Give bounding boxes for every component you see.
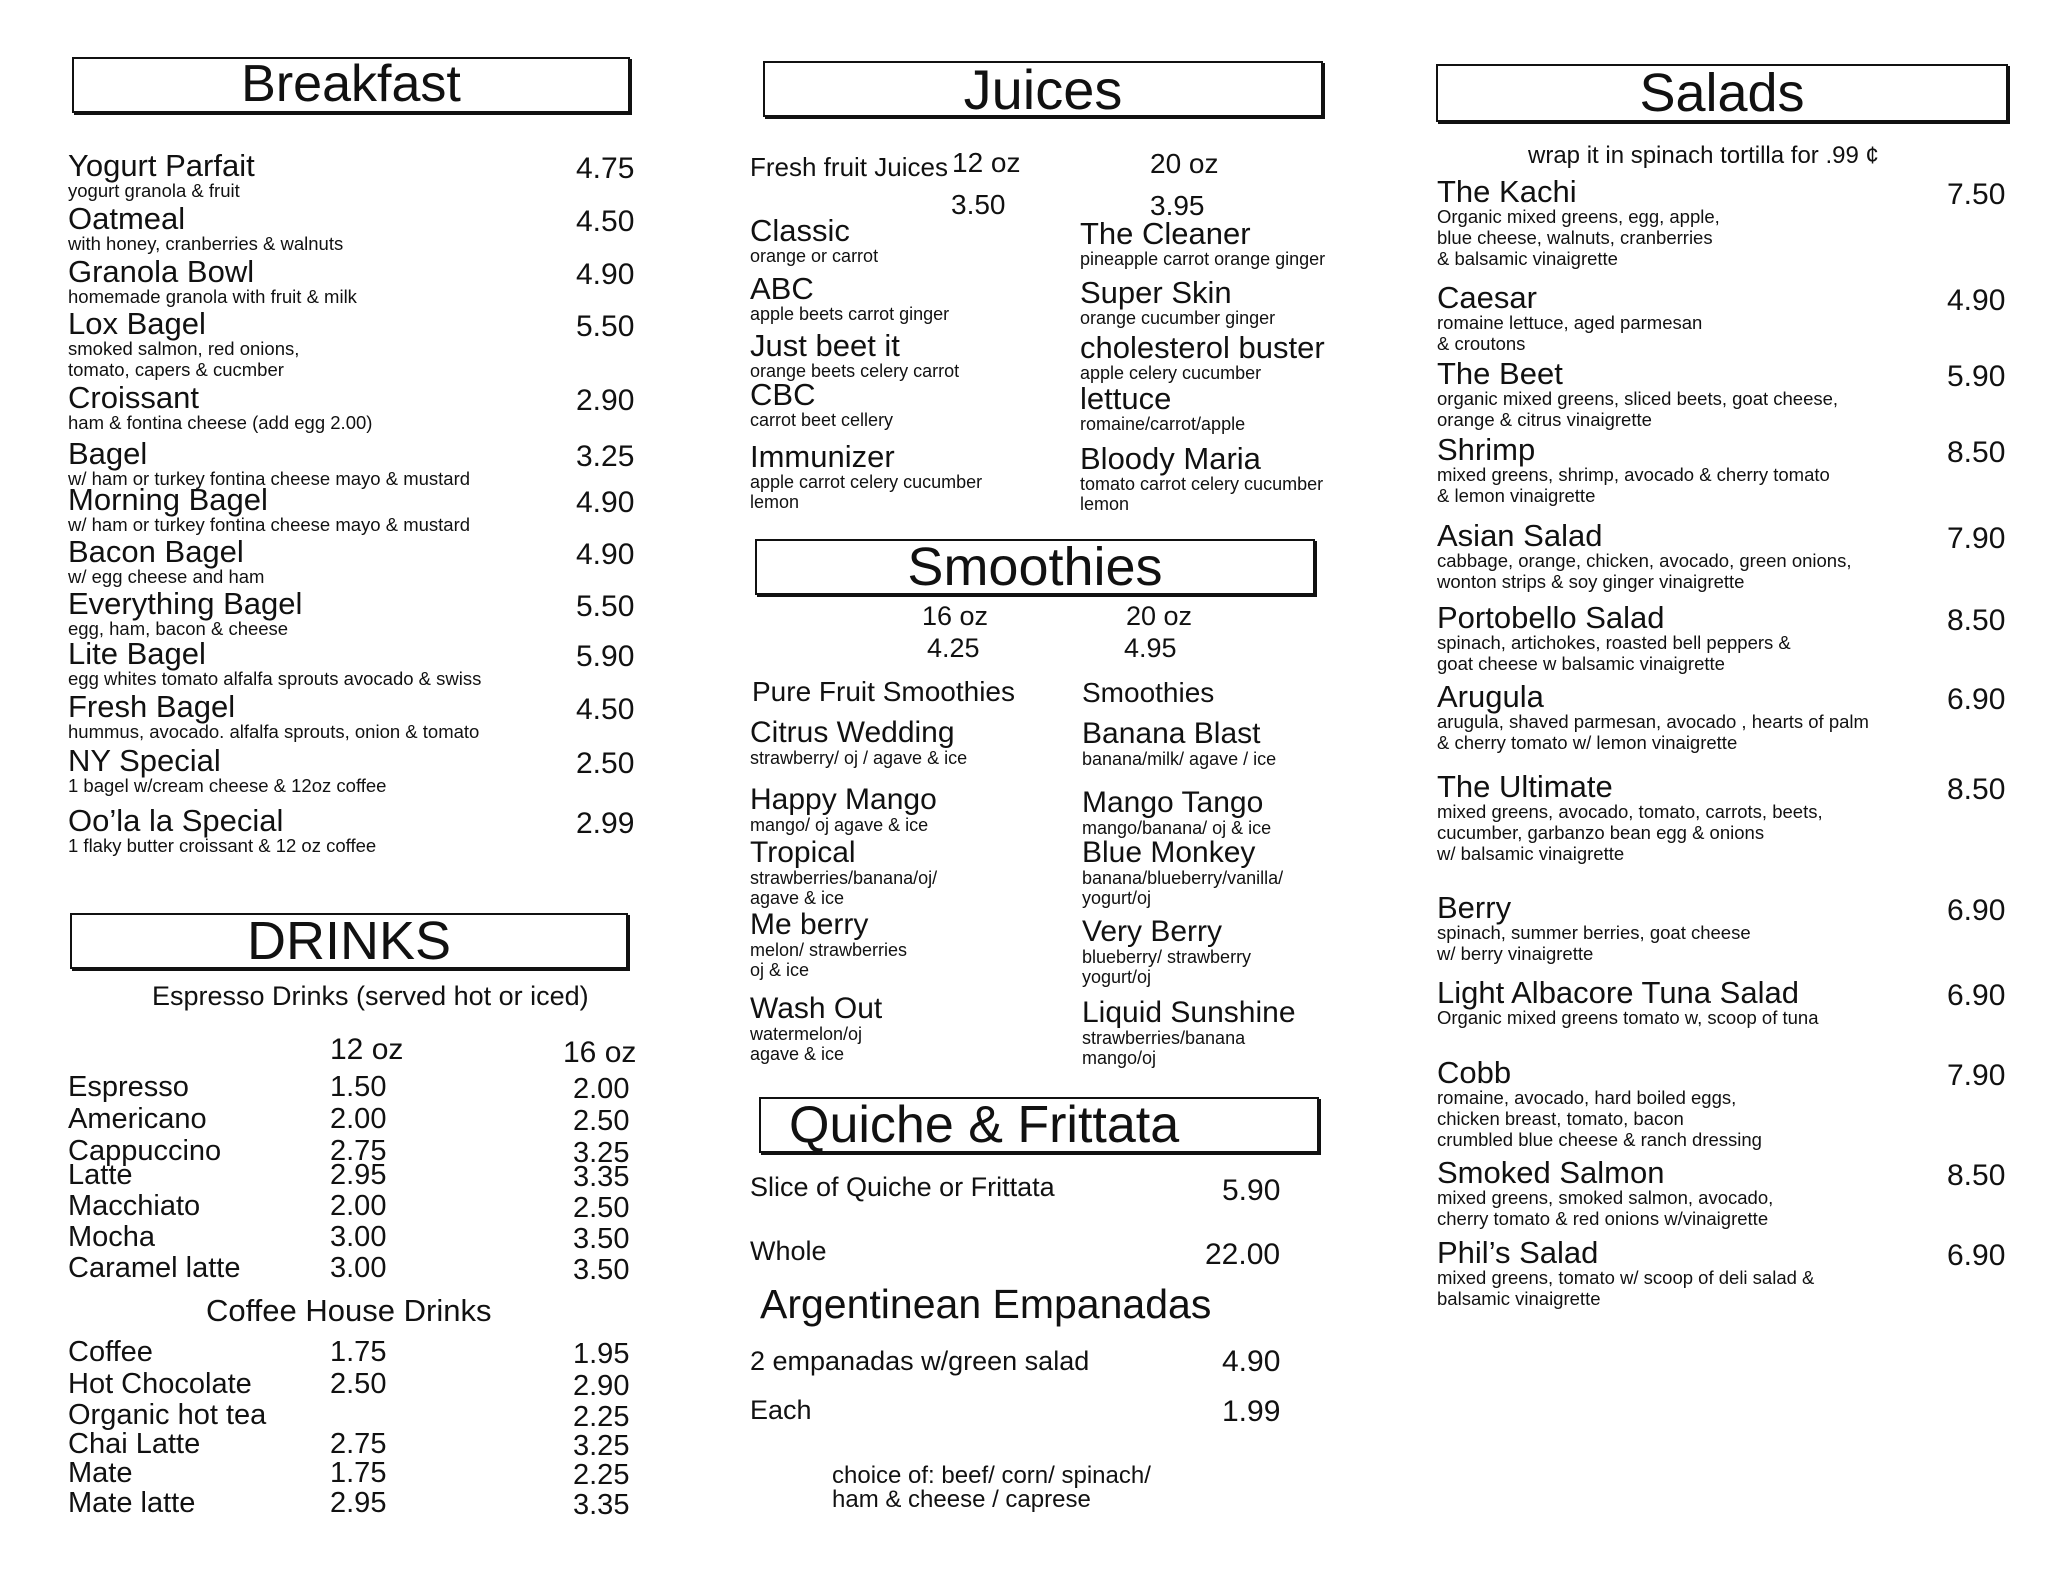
salad-item-desc: organic mixed greens, sliced beets, goat cheese, [1437, 388, 1839, 409]
salad-item [1437, 771, 1823, 865]
salad-item-desc: mixed greens, shrimp, avocado & cherry tomato [1437, 464, 1830, 485]
coffee-name: Hot Chocolate [68, 1368, 252, 1400]
salad-item-desc: & lemon vinaigrette [1437, 484, 1596, 506]
breakfast-item-price: 2.50 [576, 747, 635, 780]
juice-item-name: Bloody Maria [1080, 441, 1261, 476]
juice-item [1080, 218, 1325, 269]
salad-item-price: 7.50 [1947, 178, 2006, 211]
smoothies-price-small: 4.25 [927, 633, 980, 663]
juice-item-desc: lemon [1080, 494, 1130, 515]
salad-item-price: 6.90 [1947, 894, 2006, 927]
empanada-item-name: 2 empanadas w/green salad [750, 1346, 1090, 1376]
salad-item-name: The Ultimate [1437, 769, 1613, 804]
salad-item-name: Cobb [1437, 1055, 1512, 1090]
smoothie-item [1082, 788, 1271, 838]
salad-item-name: Caesar [1437, 280, 1537, 315]
coffee-price-16oz: 3.25 [573, 1430, 630, 1462]
coffee-heading: Coffee House Drinks [206, 1293, 492, 1328]
salad-item-desc: cucumber, garbanzo bean egg & onions [1437, 821, 1765, 843]
salad-item-desc: chicken breast, tomato, bacon [1437, 1107, 1684, 1129]
breakfast-item-desc: w/ ham or turkey fontina cheese mayo & mustard [68, 468, 471, 489]
smoothie-item-desc: yogurt/oj [1082, 888, 1152, 909]
quiche-item-price: 22.00 [1205, 1238, 1281, 1271]
breakfast-item-price: 4.90 [576, 538, 635, 571]
breakfast-item [68, 256, 357, 308]
salad-item-price: 6.90 [1947, 1239, 2006, 1272]
salad-item [1437, 520, 1852, 593]
salad-item-desc: Organic mixed greens tomato w, scoop of tuna [1437, 1007, 1819, 1028]
salad-item-price: 8.50 [1947, 436, 2006, 469]
salad-item-price: 4.90 [1947, 284, 2006, 317]
empanadas-note-2: ham & cheese / caprese [832, 1486, 1091, 1513]
salad-item-price: 8.50 [1947, 604, 2006, 637]
empanada-item-price: 4.90 [1222, 1345, 1281, 1378]
breakfast-item-desc: yogurt granola & fruit [68, 180, 240, 201]
breakfast-item-name: Fresh Bagel [68, 689, 236, 724]
empanada-item-name: Each [750, 1395, 812, 1425]
juice-item-desc: apple beets carrot ginger [750, 304, 950, 324]
espresso-price-16oz: 3.50 [573, 1254, 630, 1286]
salads-title: Salads [1639, 63, 1805, 123]
juices-price-small: 3.50 [951, 189, 1006, 220]
breakfast-item-desc: smoked salmon, red onions, [68, 338, 300, 359]
espresso-price-12oz: 2.00 [330, 1190, 387, 1222]
espresso-price-16oz: 3.50 [573, 1223, 630, 1255]
drinks-size-small: 12 oz [330, 1033, 404, 1066]
salad-item-desc: romaine lettuce, aged parmesan [1437, 312, 1703, 333]
juice-item-name: The Cleaner [1080, 216, 1251, 251]
smoothie-item [1082, 998, 1296, 1069]
salad-item [1437, 176, 1720, 270]
coffee-price-16oz: 2.90 [573, 1370, 630, 1402]
juice-item-desc: orange or carrot [750, 246, 879, 266]
breakfast-title: Breakfast [241, 55, 461, 113]
salad-item-price: 6.90 [1947, 979, 2006, 1012]
salad-item [1437, 681, 1869, 754]
salad-item-desc: mixed greens, smoked salmon, avocado, [1437, 1187, 1774, 1208]
espresso-price-12oz: 2.00 [330, 1103, 387, 1135]
smoothie-item-name: Banana Blast [1082, 717, 1261, 750]
smoothie-item-name: Mango Tango [1082, 786, 1264, 819]
breakfast-item [68, 536, 264, 588]
smoothie-item-desc: strawberry/ oj / agave & ice [750, 748, 968, 768]
salad-item-name: Arugula [1437, 679, 1544, 714]
juice-item [1080, 332, 1325, 383]
juice-item [750, 215, 878, 266]
breakfast-item [68, 745, 386, 797]
quiche-item-name: Whole [750, 1236, 827, 1266]
salad-item-desc: orange & citrus vinaigrette [1437, 408, 1652, 430]
salad-item-desc: w/ berry vinaigrette [1437, 942, 1594, 964]
breakfast-item [68, 150, 255, 202]
juices-title-box [763, 58, 1323, 121]
juice-item-name: Immunizer [750, 439, 895, 474]
empanadas-note-1: choice of: beef/ corn/ spinach/ [832, 1462, 1151, 1489]
salad-item [1437, 282, 1702, 355]
empanada-item-price: 1.99 [1222, 1395, 1281, 1428]
breakfast-item-price: 2.99 [576, 807, 635, 840]
espresso-heading: Espresso Drinks (served hot or iced) [152, 981, 589, 1011]
breakfast-item [68, 805, 376, 857]
salad-item-desc: wonton strips & soy ginger vinaigrette [1437, 570, 1745, 592]
breakfast-item-desc: 1 flaky butter croissant & 12 oz coffee [68, 835, 377, 856]
salads-note: wrap it in spinach tortilla for .99 ¢ [1528, 142, 1879, 169]
salad-item-desc: & balsamic vinaigrette [1437, 247, 1618, 269]
breakfast-item-name: Bagel [68, 436, 148, 471]
smoothie-item-desc: mango/ oj agave & ice [750, 815, 929, 835]
espresso-name: Americano [68, 1103, 207, 1135]
breakfast-item-price: 5.50 [576, 590, 635, 623]
breakfast-item-name: Bacon Bagel [68, 534, 244, 569]
juice-item-desc: orange cucumber ginger [1080, 308, 1276, 328]
juice-item-name: lettuce [1080, 381, 1172, 416]
salad-item-desc: w/ balsamic vinaigrette [1437, 842, 1625, 864]
smoothie-item-name: Happy Mango [750, 783, 937, 816]
coffee-name: Coffee [68, 1336, 153, 1368]
salad-item-name: The Beet [1437, 356, 1563, 391]
breakfast-item-name: Croissant [68, 380, 199, 415]
smoothie-item-desc: agave & ice [750, 1044, 845, 1065]
breakfast-item-desc: hummus, avocado. alfalfa sprouts, onion & tomato [68, 721, 480, 742]
breakfast-item-name: NY Special [68, 743, 221, 778]
drinks-size-large: 16 oz [563, 1036, 637, 1069]
salad-item-name: Smoked Salmon [1437, 1155, 1665, 1190]
breakfast-item-price: 2.90 [576, 384, 635, 417]
juices-label: Fresh fruit Juices [750, 152, 948, 182]
salad-item-price: 8.50 [1947, 773, 2006, 806]
smoothies-size-small: 16 oz [922, 601, 989, 631]
juice-item [1080, 443, 1323, 515]
smoothie-item-desc: watermelon/oj [750, 1024, 863, 1044]
smoothies-title-box [755, 539, 1315, 595]
espresso-price-16oz: 3.25 [573, 1137, 630, 1169]
breakfast-item-desc: egg, ham, bacon & cheese [68, 618, 289, 639]
smoothies-size-large: 20 oz [1126, 601, 1193, 631]
salad-item-desc: balsamic vinaigrette [1437, 1287, 1601, 1309]
smoothie-item-desc: oj & ice [750, 960, 810, 981]
breakfast-item-desc: tomato, capers & cucmber [68, 358, 284, 380]
salad-item-desc: blue cheese, walnuts, cranberries [1437, 226, 1713, 248]
coffee-price-16oz: 1.95 [573, 1338, 630, 1370]
juice-item-name: ABC [750, 271, 814, 306]
breakfast-item-name: Granola Bowl [68, 254, 255, 289]
coffee-price-12oz: 1.75 [330, 1336, 387, 1368]
coffee-price-12oz: 2.75 [330, 1428, 387, 1460]
pure-fruit-heading: Pure Fruit Smoothies [752, 676, 1015, 707]
smoothie-item [750, 785, 937, 835]
espresso-price-12oz: 1.50 [330, 1071, 387, 1103]
juice-item [750, 273, 949, 324]
smoothie-item-desc: yogurt/oj [1082, 967, 1152, 988]
smoothie-item-name: Wash Out [750, 992, 883, 1025]
breakfast-item-name: Morning Bagel [68, 482, 268, 517]
breakfast-item [68, 484, 470, 536]
smoothie-item-name: Citrus Wedding [750, 716, 955, 749]
juices-size-small: 12 oz [952, 147, 1021, 178]
salad-item-desc: goat cheese w balsamic vinaigrette [1437, 652, 1725, 674]
breakfast-item [68, 308, 299, 381]
quiche-item-name: Slice of Quiche or Frittata [750, 1172, 1055, 1202]
espresso-name: Latte [68, 1159, 133, 1191]
smoothie-item-desc: banana/milk/ agave / ice [1082, 749, 1277, 769]
coffee-price-16oz: 2.25 [573, 1401, 630, 1433]
salad-item-desc: mixed greens, tomato w/ scoop of deli salad & [1437, 1267, 1815, 1288]
breakfast-item-desc: homemade granola with fruit & milk [68, 286, 357, 307]
drinks-title: DRINKS [246, 911, 452, 971]
espresso-price-16oz: 2.50 [573, 1105, 630, 1137]
breakfast-item-price: 4.50 [576, 205, 635, 238]
salad-item-desc: spinach, artichokes, roasted bell peppers & [1437, 632, 1791, 653]
quiche-title-box [759, 1097, 1319, 1153]
smoothie-item-desc: agave & ice [750, 888, 845, 909]
smoothie-item-name: Me berry [750, 908, 869, 941]
salad-item [1437, 977, 1819, 1029]
smoothie-item [750, 910, 907, 981]
juices-title: Juices [963, 58, 1123, 121]
salad-item-desc: cabbage, orange, chicken, avocado, green onions, [1437, 550, 1852, 571]
coffee-price-16oz: 2.25 [573, 1459, 630, 1491]
salad-item-desc: & cherry tomato w/ lemon vinaigrette [1437, 731, 1738, 753]
salad-item [1437, 358, 1838, 431]
salad-item [1437, 1237, 1814, 1310]
quiche-title: Quiche & Frittata [789, 1096, 1180, 1154]
breakfast-item [68, 203, 343, 255]
juices-size-large: 20 oz [1150, 148, 1219, 179]
breakfast-item-price: 5.90 [576, 640, 635, 673]
salad-item-price: 7.90 [1947, 522, 2006, 555]
salad-item-name: Phil’s Salad [1437, 1235, 1599, 1270]
juice-item-desc: tomato carrot celery cucumber [1080, 474, 1324, 494]
breakfast-item-desc: ham & fontina cheese (add egg 2.00) [68, 412, 373, 433]
juice-item-desc: apple carrot celery cucumber [750, 472, 983, 492]
salad-item-name: The Kachi [1437, 174, 1577, 209]
smoothie-item-desc: blueberry/ strawberry [1082, 947, 1252, 967]
juice-item-name: CBC [750, 377, 816, 412]
salad-item-price: 8.50 [1947, 1159, 2006, 1192]
breakfast-item-name: Yogurt Parfait [68, 148, 255, 183]
breakfast-item-price: 3.25 [576, 440, 635, 473]
smoothie-item-desc: strawberries/banana [1082, 1028, 1246, 1048]
salad-item-desc: arugula, shaved parmesan, avocado , hearts of palm [1437, 711, 1869, 732]
breakfast-item-name: Everything Bagel [68, 586, 303, 621]
coffee-name: Mate [68, 1457, 133, 1489]
juice-item-name: Just beet it [750, 328, 900, 363]
salad-item [1437, 602, 1791, 675]
juice-item-name: cholesterol buster [1080, 330, 1325, 365]
salad-item-desc: mixed greens, avocado, tomato, carrots, beets, [1437, 801, 1823, 822]
breakfast-title-box [72, 57, 630, 113]
breakfast-item-name: Lox Bagel [68, 306, 206, 341]
juice-item [750, 441, 982, 513]
salad-item-name: Light Albacore Tuna Salad [1437, 975, 1799, 1010]
smoothies-title: Smoothies [907, 537, 1163, 597]
drinks-title-box [70, 913, 628, 969]
espresso-price-12oz: 2.95 [330, 1159, 387, 1191]
juice-item-desc: carrot beet cellery [750, 410, 894, 430]
breakfast-item-desc: w/ ham or turkey fontina cheese mayo & mustard [68, 514, 471, 535]
smoothie-item-name: Tropical [750, 836, 856, 869]
salad-item-price: 7.90 [1947, 1059, 2006, 1092]
breakfast-item-name: Oo’la la Special [68, 803, 284, 838]
breakfast-item [68, 691, 479, 743]
breakfast-item-desc: w/ egg cheese and ham [68, 566, 265, 587]
smoothie-item [750, 994, 882, 1065]
juice-item [750, 330, 959, 381]
salad-item [1437, 1157, 1773, 1230]
salad-item [1437, 1057, 1762, 1151]
smoothie-item-name: Very Berry [1082, 915, 1223, 948]
breakfast-item-desc: egg whites tomato alfalfa sprouts avocado & swiss [68, 668, 482, 689]
coffee-price-12oz: 2.95 [330, 1487, 387, 1519]
coffee-name: Mate latte [68, 1487, 196, 1519]
juice-item [1080, 383, 1245, 434]
juice-item-desc: pineapple carrot orange ginger [1080, 249, 1326, 269]
salad-item-name: Portobello Salad [1437, 600, 1665, 635]
espresso-name: Mocha [68, 1221, 156, 1253]
smoothie-item [750, 718, 967, 768]
coffee-price-12oz: 2.50 [330, 1368, 387, 1400]
juice-item-desc: apple celery cucumber [1080, 363, 1262, 383]
salad-item-name: Shrimp [1437, 432, 1536, 467]
smoothie-item-desc: melon/ strawberries [750, 940, 908, 960]
salad-item-name: Berry [1437, 890, 1512, 925]
salad-item-desc: spinach, summer berries, goat cheese [1437, 922, 1751, 943]
smoothie-item-name: Liquid Sunshine [1082, 996, 1296, 1029]
espresso-price-16oz: 2.50 [573, 1192, 630, 1224]
coffee-price-12oz: 1.75 [330, 1457, 387, 1489]
juice-item-name: Classic [750, 213, 850, 248]
juice-item-desc: orange beets celery carrot [750, 361, 960, 381]
juice-item [1080, 277, 1275, 328]
espresso-price-16oz: 2.00 [573, 1073, 630, 1105]
smoothie-item [1082, 719, 1276, 769]
breakfast-item-price: 4.50 [576, 693, 635, 726]
salad-item-desc: & croutons [1437, 332, 1526, 354]
smoothie-item-desc: mango/oj [1082, 1048, 1157, 1069]
breakfast-item-name: Oatmeal [68, 201, 186, 236]
espresso-price-16oz: 3.35 [573, 1161, 630, 1193]
salad-item [1437, 434, 1830, 507]
espresso-name: Espresso [68, 1071, 189, 1103]
coffee-price-16oz: 3.35 [573, 1489, 630, 1521]
espresso-price-12oz: 3.00 [330, 1221, 387, 1253]
coffee-name: Chai Latte [68, 1428, 201, 1460]
empanadas-title: Argentinean Empanadas [760, 1281, 1212, 1327]
breakfast-item [68, 588, 302, 640]
salad-item-desc: crumbled blue cheese & ranch dressing [1437, 1128, 1762, 1150]
breakfast-item [68, 638, 481, 690]
salad-item-price: 6.90 [1947, 683, 2006, 716]
smoothies-price-large: 4.95 [1124, 633, 1177, 663]
smoothies-heading: Smoothies [1082, 677, 1215, 708]
breakfast-item-desc: 1 bagel w/cream cheese & 12oz coffee [68, 775, 387, 796]
espresso-name: Cappuccino [68, 1135, 222, 1167]
salad-item-name: Asian Salad [1437, 518, 1603, 553]
espresso-name: Caramel latte [68, 1252, 241, 1284]
espresso-name: Macchiato [68, 1190, 201, 1222]
quiche-item-price: 5.90 [1222, 1174, 1281, 1207]
smoothie-item-desc: mango/banana/ oj & ice [1082, 818, 1272, 838]
breakfast-item-name: Lite Bagel [68, 636, 206, 671]
smoothie-item-name: Blue Monkey [1082, 836, 1256, 869]
salad-item-desc: romaine, avocado, hard boiled eggs, [1437, 1087, 1737, 1108]
salads-title-box [1436, 64, 2008, 122]
juice-item [750, 379, 893, 430]
smoothie-item-desc: strawberries/banana/oj/ [750, 868, 938, 888]
smoothie-item-desc: banana/blueberry/vanilla/ [1082, 868, 1284, 888]
smoothie-item [750, 838, 937, 909]
espresso-price-12oz: 3.00 [330, 1252, 387, 1284]
coffee-name: Organic hot tea [68, 1399, 267, 1431]
juices-price-large: 3.95 [1150, 190, 1205, 221]
salad-item-desc: cherry tomato & red onions w/vinaigrette [1437, 1207, 1769, 1229]
juice-item-name: Super Skin [1080, 275, 1232, 310]
breakfast-item-desc: with honey, cranberries & walnuts [68, 233, 344, 254]
breakfast-item-price: 4.90 [576, 486, 635, 519]
juice-item-desc: lemon [750, 492, 800, 513]
salad-item-desc: Organic mixed greens, egg, apple, [1437, 206, 1720, 227]
breakfast-item-price: 5.50 [576, 310, 635, 343]
salad-item-price: 5.90 [1947, 360, 2006, 393]
salad-item [1437, 892, 1751, 965]
smoothie-item [1082, 838, 1283, 909]
breakfast-item-price: 4.75 [576, 152, 635, 185]
espresso-price-12oz: 2.75 [330, 1135, 387, 1167]
smoothie-item [1082, 917, 1251, 988]
breakfast-item-price: 4.90 [576, 258, 635, 291]
juice-item-desc: romaine/carrot/apple [1080, 414, 1246, 434]
breakfast-item [68, 382, 372, 434]
